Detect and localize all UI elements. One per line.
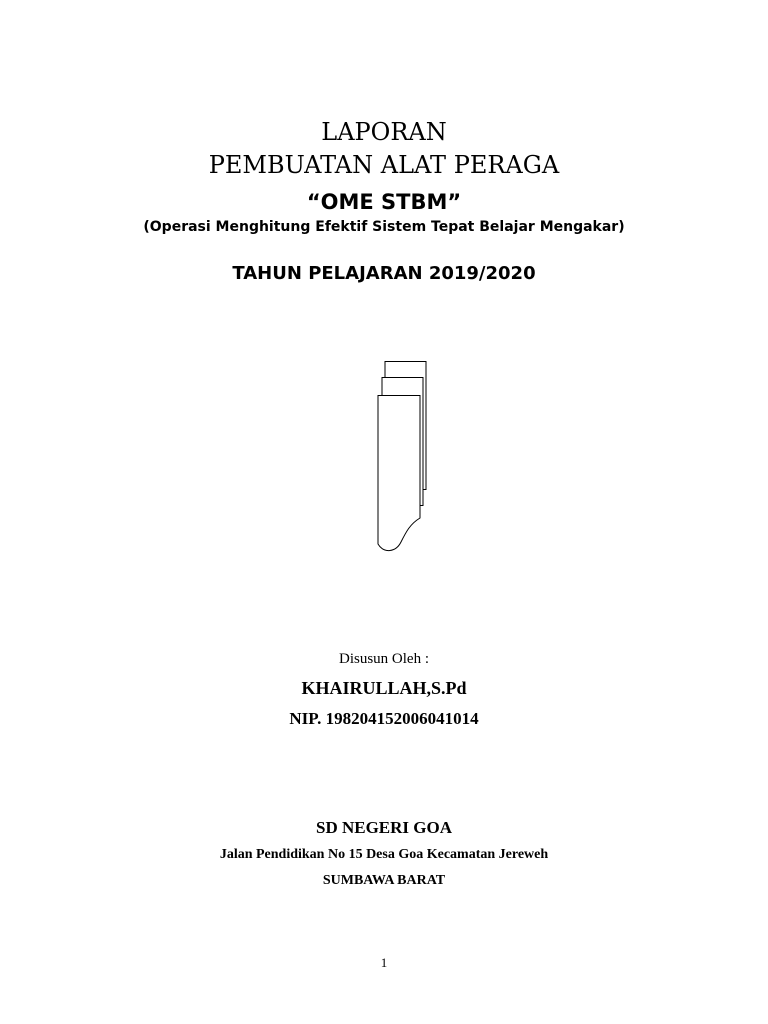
school-address: Jalan Pendidikan No 15 Desa Goa Kecamatan Jereweh (219, 847, 549, 862)
prepared-by-label: Disusun Oleh : (339, 651, 429, 667)
product-expansion: (Operasi Menghitung Efektif Sistem Tepat Belajar Mengakar) (143, 219, 625, 235)
page-number: 1 (380, 955, 388, 970)
product-name: “OME STBM” (306, 190, 462, 214)
report-subtitle: PEMBUATAN ALAT PERAGA (208, 151, 560, 179)
academic-year: TAHUN PELAJARAN 2019/2020 (232, 263, 536, 284)
school-name: SD NEGERI GOA (315, 818, 453, 837)
stacked-documents-icon (370, 354, 440, 558)
author-nip: NIP. 198204152006041014 (289, 709, 479, 728)
author-name: KHAIRULLAH,S.Pd (301, 678, 467, 698)
report-title: LAPORAN (321, 118, 447, 146)
school-region: SUMBAWA BARAT (322, 873, 446, 888)
